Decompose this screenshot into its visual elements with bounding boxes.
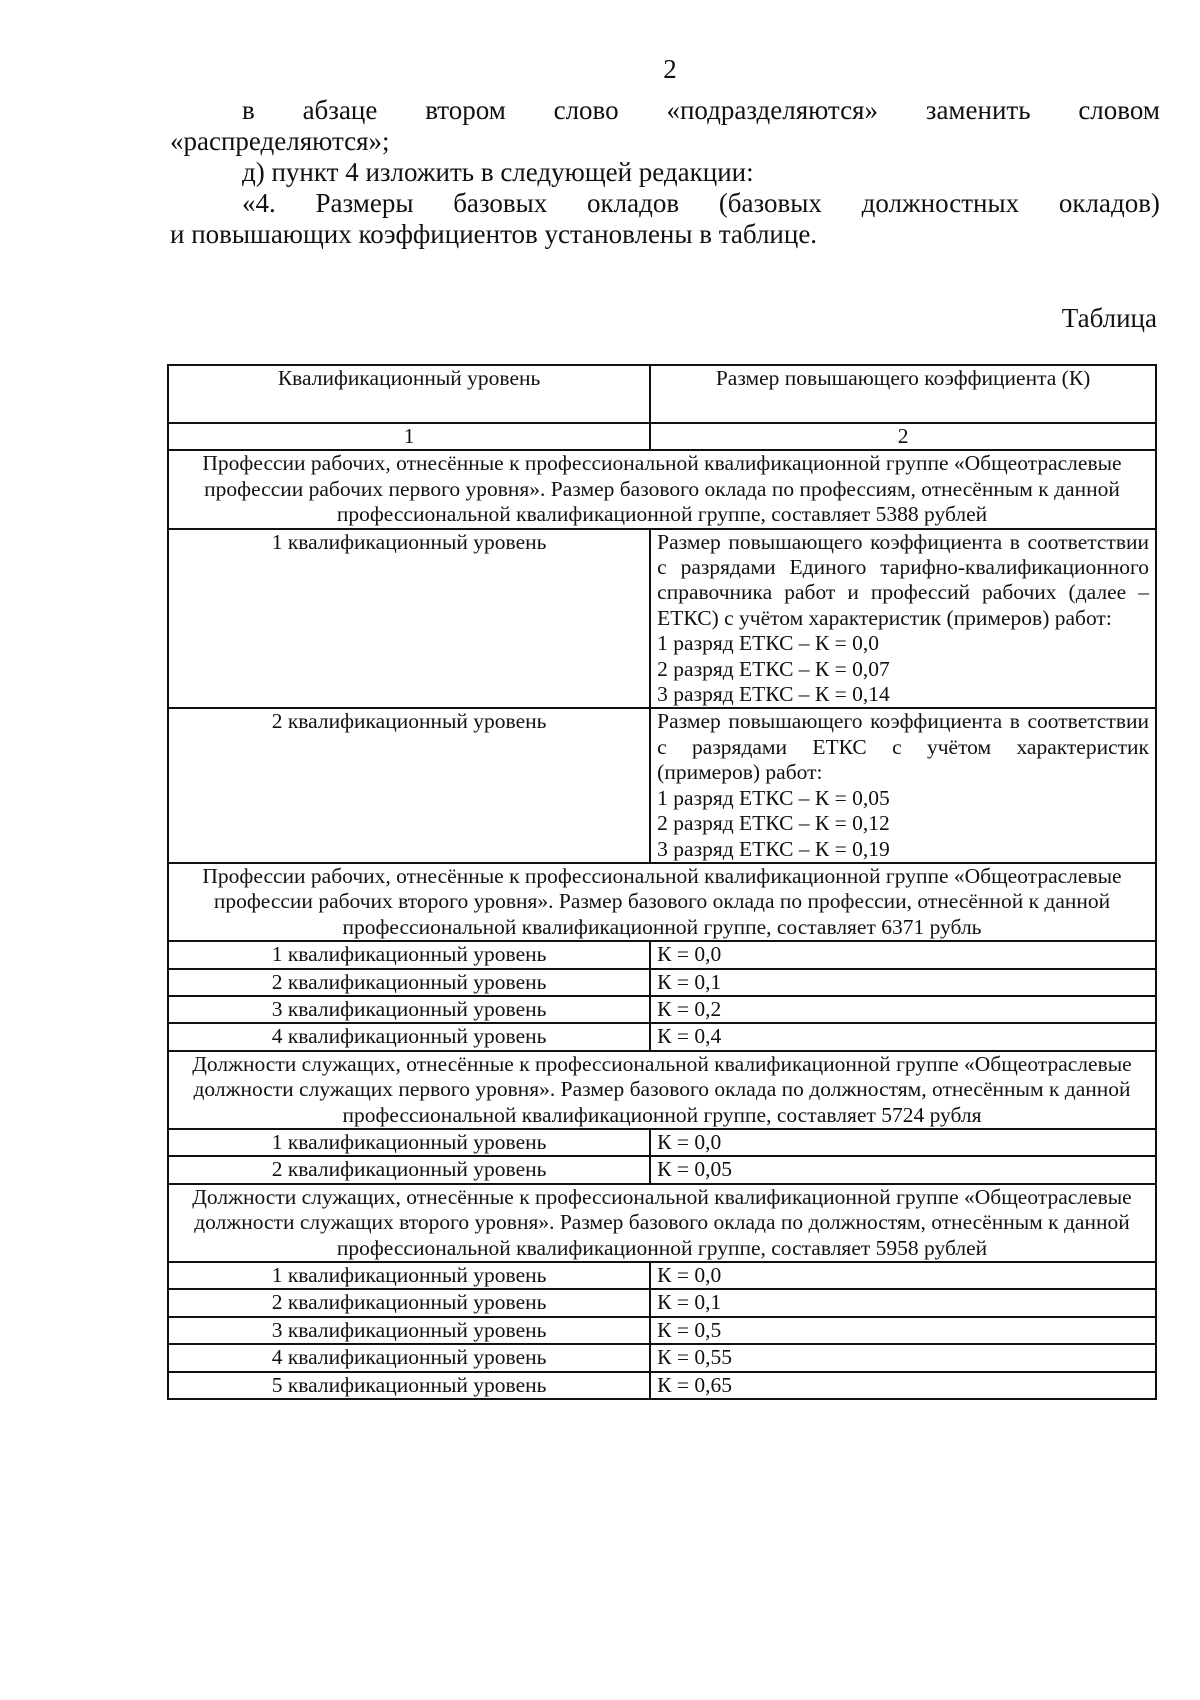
group-title: Должности служащих, отнесённые к профессиональной квалификационной группе «Общеотраслевые должности служащих первого уровня». Размер базового оклада по должностям, отнесённым к данной профессиональной квалификационной группе, составляет 5724 рубля: [168, 1051, 1156, 1129]
word: абзаце: [302, 95, 378, 125]
coefficient-line: 1 разряд ЕТКС – К = 0,0: [657, 631, 880, 656]
word: базовых: [453, 188, 548, 218]
word: Размеры: [315, 188, 414, 218]
paragraph-2: д) пункт 4 изложить в следующей редакции:: [242, 157, 754, 187]
table-row: [168, 1129, 1156, 1156]
group-row: [168, 1184, 1156, 1262]
table-row: [168, 708, 1156, 862]
qualification-level: 1 квалификационный уровень: [168, 529, 650, 709]
word: словом: [1078, 95, 1160, 125]
table-row: [168, 1262, 1156, 1289]
page-number: 2: [663, 54, 677, 84]
coefficient-line: 3 разряд ЕТКС – К = 0,19: [657, 836, 890, 861]
qualification-level: 4 квалификационный уровень: [168, 1023, 650, 1050]
qualification-level: 5 квалификационный уровень: [168, 1372, 650, 1399]
word: окладов: [587, 188, 680, 218]
coefficient-value: К = 0,0: [650, 941, 1156, 968]
table-row: [168, 1372, 1156, 1399]
column-number-1: 1: [168, 423, 650, 450]
group-row: [168, 863, 1156, 941]
table-row: [168, 1156, 1156, 1183]
table-number-row: [168, 423, 1156, 450]
table-header-row: [168, 365, 1156, 423]
group-title: Должности служащих, отнесённые к профессиональной квалификационной группе «Общеотраслевые должности служащих второго уровня». Размер базового оклада по должностям, отнесённым к данной профессиональной квалификационной группе, составляет 5958 рублей: [168, 1184, 1156, 1262]
table-caption: Таблица: [1061, 303, 1157, 333]
word: в: [242, 95, 255, 125]
word: «подразделяются»: [666, 95, 878, 125]
table-row: [168, 1289, 1156, 1316]
table-row: [168, 1317, 1156, 1344]
word: втором: [425, 95, 506, 125]
coefficient-value: К = 0,5: [650, 1317, 1156, 1344]
qualification-level: 2 квалификационный уровень: [168, 708, 650, 862]
coefficient-value: К = 0,0: [650, 1262, 1156, 1289]
table-row: [168, 1344, 1156, 1371]
qualification-level: 3 квалификационный уровень: [168, 1317, 650, 1344]
header-qualification-level: Квалификационный уровень: [168, 365, 650, 423]
coefficient-value: К = 0,55: [650, 1344, 1156, 1371]
qualification-level: 1 квалификационный уровень: [168, 1262, 650, 1289]
coefficient-value: К = 0,1: [650, 969, 1156, 996]
group-row: [168, 1051, 1156, 1129]
table-row: [168, 941, 1156, 968]
word: (базовых: [718, 188, 822, 218]
group-title: Профессии рабочих, отнесённые к профессиональной квалификационной группе «Общеотраслевые профессии рабочих первого уровня». Размер базового оклада по профессиям, отнесённым к данной профессиональной квалификационной группе, составляет 5388 рублей: [168, 450, 1156, 528]
header-coefficient: Размер повышающего коэффициента (К): [650, 365, 1156, 423]
qualification-level: 2 квалификационный уровень: [168, 969, 650, 996]
coefficient-description: Размер повышающего коэффициента в соответствии с разрядами Единого тарифно-квалификационного справочника работ и профессий рабочих (далее – ЕТКС) с учётом характеристик (примеров) работ:: [657, 529, 1149, 630]
coefficients-table: [167, 364, 1157, 1400]
paragraph-3-line-2: и повышающих коэффициентов установлены в таблице.: [170, 219, 818, 249]
coefficient-value: К = 0,2: [650, 996, 1156, 1023]
table-row: [168, 996, 1156, 1023]
coefficient-value: К = 0,0: [650, 1129, 1156, 1156]
table-row: [168, 529, 1156, 709]
qualification-level: 1 квалификационный уровень: [168, 941, 650, 968]
word: окладов): [1058, 188, 1160, 218]
qualification-level: 1 квалификационный уровень: [168, 1129, 650, 1156]
coefficient-value: К = 0,65: [650, 1372, 1156, 1399]
group-title: Профессии рабочих, отнесённые к профессиональной квалификационной группе «Общеотраслевые профессии рабочих второго уровня». Размер базового оклада по профессии, отнесённой к данной профессиональной квалификационной группе, составляет 6371 рубль: [168, 863, 1156, 941]
group-row: [168, 450, 1156, 528]
coefficient-cell: [650, 708, 1156, 862]
word: слово: [553, 95, 619, 125]
coefficient-line: 1 разряд ЕТКС – К = 0,05: [657, 785, 890, 810]
coefficient-value: К = 0,4: [650, 1023, 1156, 1050]
coefficient-value: К = 0,1: [650, 1289, 1156, 1316]
paragraph-1-line-1: [170, 95, 1160, 126]
word: должностных: [861, 188, 1020, 218]
qualification-level: 4 квалификационный уровень: [168, 1344, 650, 1371]
table-row: [168, 1023, 1156, 1050]
coefficient-value: К = 0,05: [650, 1156, 1156, 1183]
body-text: [170, 95, 1160, 250]
coefficient-cell: [650, 529, 1156, 709]
word: заменить: [925, 95, 1031, 125]
qualification-level: 2 квалификационный уровень: [168, 1289, 650, 1316]
paragraph-1-line-2: «распределяются»;: [170, 126, 390, 156]
coefficient-description: Размер повышающего коэффициента в соответствии с разрядами ЕТКС с учётом характеристик (примеров) работ:: [657, 709, 1149, 785]
coefficient-line: 3 разряд ЕТКС – К = 0,14: [657, 682, 890, 707]
column-number-2: 2: [650, 423, 1156, 450]
word: «4.: [242, 188, 276, 218]
coefficient-line: 2 разряд ЕТКС – К = 0,12: [657, 811, 890, 836]
qualification-level: 3 квалификационный уровень: [168, 996, 650, 1023]
coefficient-line: 2 разряд ЕТКС – К = 0,07: [657, 656, 890, 681]
paragraph-3-line-1: [170, 188, 1160, 219]
table-row: [168, 969, 1156, 996]
qualification-level: 2 квалификационный уровень: [168, 1156, 650, 1183]
